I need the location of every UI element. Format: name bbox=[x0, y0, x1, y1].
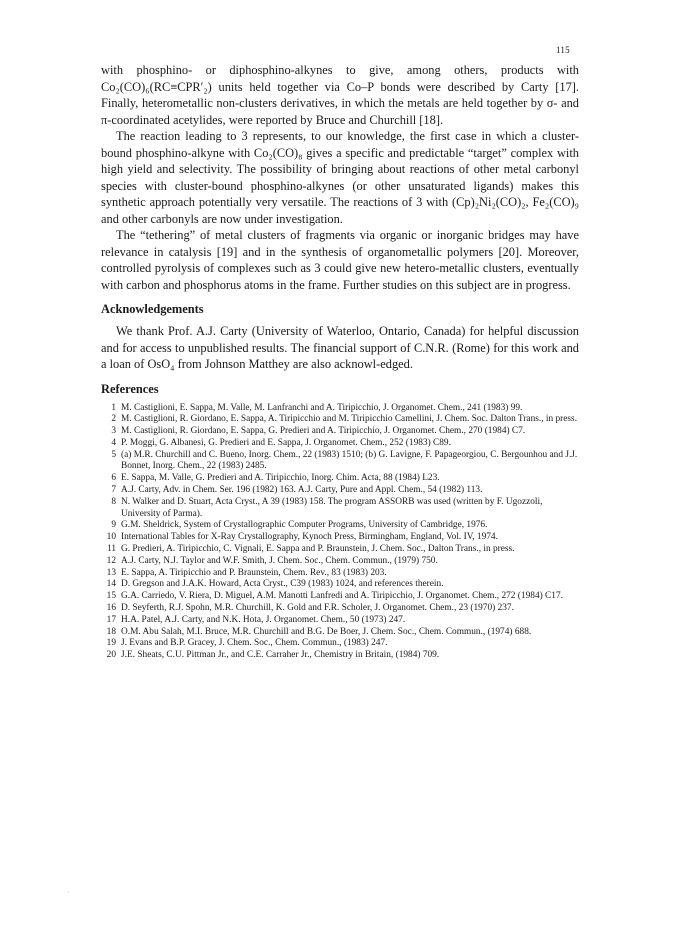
reference-number: 3 bbox=[111, 426, 116, 437]
reference-item bbox=[101, 579, 579, 591]
scan-speck: · bbox=[67, 888, 70, 897]
reference-item bbox=[101, 485, 579, 497]
reference-number: 20 bbox=[106, 650, 116, 661]
reference-number: 5 bbox=[111, 449, 116, 460]
reference-text: E. Sappa, A. Tiripicchio and P. Braunstein, Chem. Rev., 83 (1983) 203. bbox=[121, 567, 387, 578]
reference-item bbox=[101, 497, 579, 521]
reference-number: 13 bbox=[106, 567, 116, 578]
reference-number: 7 bbox=[111, 485, 116, 496]
reference-text: A.J. Carty, Adv. in Chem. Ser. 196 (1982) 163. A.J. Carty, Pure and Appl. Chem., 54 (1982) 113. bbox=[121, 485, 483, 496]
reference-text: G. Predieri, A. Tiripicchio, C. Vignali, E. Sappa and P. Braunstein, J. Chem. Soc., Dalton Trans., in press. bbox=[121, 544, 515, 555]
reference-number: 4 bbox=[111, 437, 116, 448]
reference-text: N. Walker and D. Stuart, Acta Cryst., A 39 (1983) 158. The program ASSORB was used (written by F. Ugozzoli, University of Parma). bbox=[121, 496, 543, 519]
acknowledgements-heading: Acknowledgements bbox=[101, 302, 204, 316]
reference-number: 15 bbox=[106, 591, 116, 602]
reference-number: 17 bbox=[106, 614, 116, 625]
reference-text: P. Moggi, G. Albanesi, G. Predieri and E. Sappa, J. Organomet. Chem., 252 (1983) C89. bbox=[121, 437, 451, 448]
reference-number: 2 bbox=[111, 414, 116, 425]
reference-number: 18 bbox=[106, 626, 116, 637]
reference-text: D. Gregson and J.A.K. Howard, Acta Cryst., C39 (1983) 1024, and references therein. bbox=[121, 579, 444, 590]
reference-text: G.M. Sheldrick, System of Crystallographic Computer Programs, University of Cambridge, 1976. bbox=[121, 520, 488, 531]
reference-number: 12 bbox=[106, 555, 116, 566]
reference-item bbox=[101, 638, 579, 650]
reference-text: A.J. Carty, N.J. Taylor and W.F. Smith, J. Chem. Soc., Chem. Commun., (1979) 750. bbox=[121, 555, 438, 566]
reference-item bbox=[101, 627, 579, 639]
reference-item bbox=[101, 650, 579, 662]
reference-text: H.A. Patel, A.J. Carty, and N.K. Hota, J. Organomet. Chem., 50 (1973) 247. bbox=[121, 614, 406, 625]
reference-text: (a) M.R. Churchill and C. Bueno, Inorg. Chem., 22 (1983) 1510; (b) G. Lavigne, F. Papageorgiou, C. Bergounhou and J.J. Bonnet, Inorg. Chem., 22 (1983) 2485. bbox=[121, 449, 578, 472]
reference-item bbox=[101, 450, 579, 474]
reference-text: M. Castiglioni, R. Giordano, E. Sappa, G. Predieri and A. Tiripicchio, J. Organomet. Chem., 270 (1984) C7. bbox=[121, 426, 526, 437]
reference-text: O.M. Abu Salah, M.I. Bruce, M.R. Churchill and B.G. De Boer, J. Chem. Soc., Chem. Commun., (1974) 688. bbox=[121, 626, 532, 637]
body-paragraph-3: The “tethering” of metal clusters of fragments via organic or inorganic bridges may have relevance in catalysis [19] and in the synthesis of organometallic polymers [20]. Moreover, controlled pyrolysis of complexes such as 3 could give new hetero-metallic clusters, eventually with carbon and phosphorus atoms in the frame. Further studies on this subject are in progress. bbox=[101, 228, 579, 292]
reference-number: 6 bbox=[111, 473, 116, 484]
reference-item bbox=[101, 544, 579, 556]
reference-number: 14 bbox=[106, 579, 116, 590]
acknowledgements-text: We thank Prof. A.J. Carty (University of Waterloo, Ontario, Canada) for helpful discussion and for access to unpublished results. The financial support of C.N.R. (Rome) for this work and a loan of OsO₄ from Johnson Matthey are also acknowl-edged. bbox=[101, 324, 579, 371]
reference-item bbox=[101, 426, 579, 438]
page-number: 115 bbox=[556, 45, 570, 55]
reference-item bbox=[101, 438, 579, 450]
body-paragraph-2: The reaction leading to 3 represents, to our knowledge, the first case in which a cluster-bound phosphino-alkyne with Co₂(CO)₈ gives a specific and predictable “target” complex with high yield and selectivity. The possibility of bringing about reactions of other metal carbonyl species with cluster-bound phosphino-alkynes (or other unsaturated ligands) makes this synthetic approach potentially very versatile. The reactions of 3 with (Cp)₂Ni₂(CO)₂, Fe₂(CO)₉ and other carbonyls are now under investigation. bbox=[101, 129, 579, 226]
body-paragraph-1: with phosphino- or diphosphino-alkynes to give, among others, products with Co₂(CO)₆(RC≡CPR′₂) units held together via Co–P bonds were described by Carty [17]. Finally, heterometallic non-clusters derivatives, in which the metals are held together by σ- and π-coordinated acetylides, were reported by Bruce and Churchill [18]. bbox=[101, 63, 579, 127]
reference-text: J.E. Sheats, C.U. Pittman Jr., and C.E. Carraher Jr., Chemistry in Britain, (1984) 709. bbox=[121, 650, 440, 661]
references-heading: References bbox=[101, 381, 159, 396]
reference-number: 19 bbox=[106, 638, 116, 649]
reference-text: J. Evans and B.P. Gracey, J. Chem. Soc., Chem. Commun., (1983) 247. bbox=[121, 638, 388, 649]
reference-text: M. Castiglioni, R. Giordano, E. Sappa, A. Tiripicchio and M. Tiripicchio Camellini, J. Chem. Soc. Dalton Trans., in press. bbox=[121, 414, 578, 425]
reference-number: 11 bbox=[107, 544, 116, 555]
reference-item bbox=[101, 591, 579, 603]
reference-item bbox=[101, 473, 579, 485]
reference-text: International Tables for X-Ray Crystallography, Kynoch Press, Birmingham, England, Vol. IV, 1974. bbox=[121, 532, 498, 543]
reference-item bbox=[101, 414, 579, 426]
reference-text: G.A. Carriedo, V. Riera, D. Miguel, A.M. Manotti Lanfredi and A. Tiripicchio, J. Organomet. Chem., 272 (1984) C17. bbox=[121, 591, 563, 602]
reference-number: 8 bbox=[111, 496, 116, 507]
reference-number: 16 bbox=[106, 603, 116, 614]
reference-item bbox=[101, 603, 579, 615]
article-body bbox=[101, 62, 579, 662]
reference-text: D. Seyferth, R.J. Spohn, M.R. Churchill, K. Gold and F.R. Scholer, J. Organomet. Chem., 23 (1970) 237. bbox=[121, 603, 514, 614]
reference-text: M. Castiglioni, E. Sappa, M. Valle, M. Lanfranchi and A. Tiripicchio, J. Organomet. Chem., 241 (1983) 99. bbox=[121, 402, 523, 413]
reference-item bbox=[101, 403, 579, 415]
reference-item bbox=[101, 556, 579, 568]
reference-item bbox=[101, 532, 579, 544]
reference-item bbox=[101, 520, 579, 532]
reference-item bbox=[101, 615, 579, 627]
reference-number: 1 bbox=[111, 402, 116, 413]
references-list bbox=[101, 403, 579, 663]
reference-item bbox=[101, 568, 579, 580]
reference-text: E. Sappa, M. Valle, G. Predieri and A. Tiripicchio, Inorg. Chim. Acta, 88 (1984) L23. bbox=[121, 473, 440, 484]
reference-number: 9 bbox=[111, 520, 116, 531]
reference-number: 10 bbox=[106, 532, 116, 543]
